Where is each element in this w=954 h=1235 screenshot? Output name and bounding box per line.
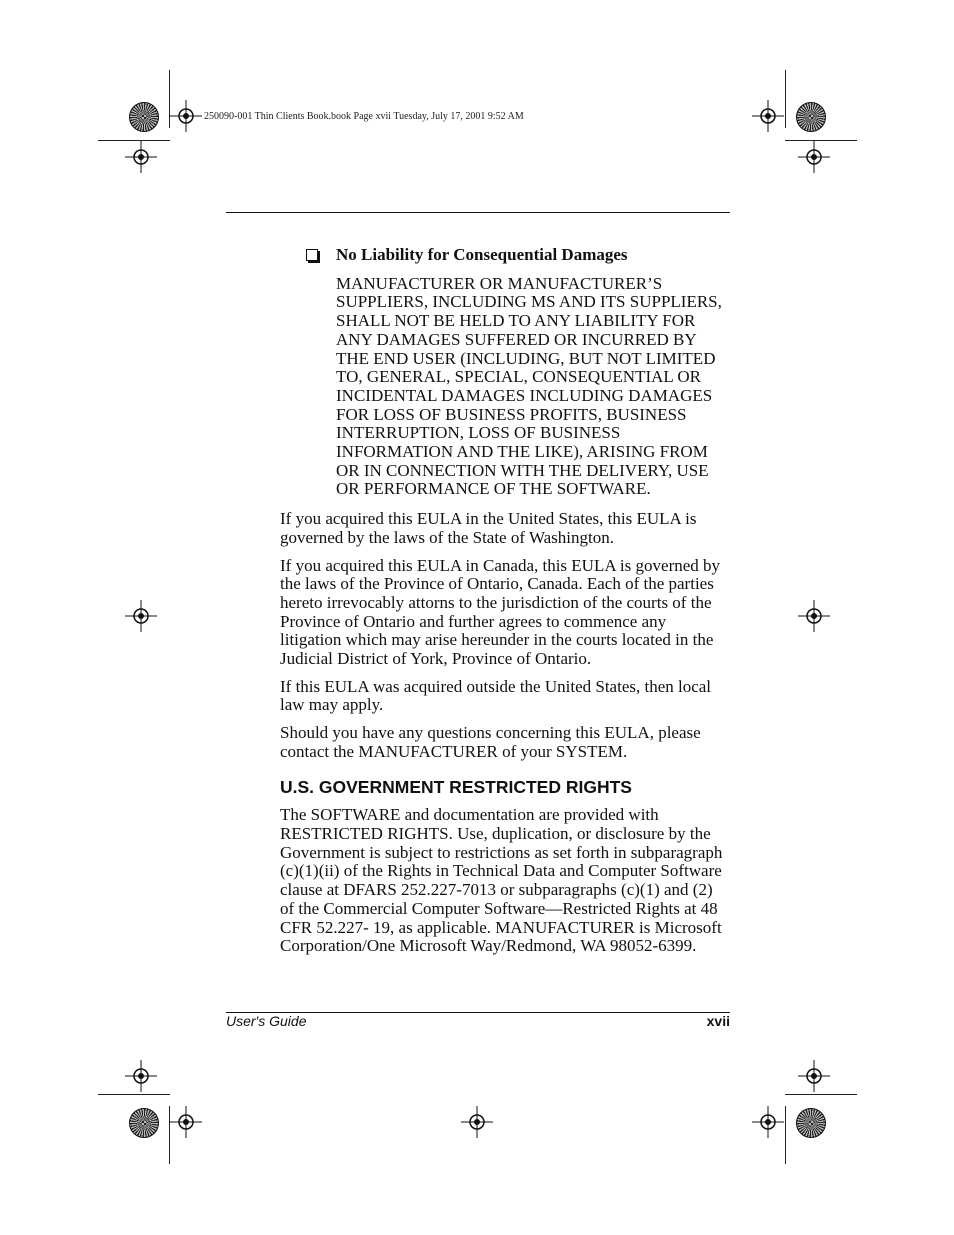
crop-mark	[785, 1106, 786, 1164]
crop-mark	[785, 70, 786, 128]
crop-mark	[785, 1094, 857, 1095]
page-body	[280, 246, 730, 956]
registration-mark-icon	[170, 100, 202, 132]
page-number: xvii	[706, 1013, 730, 1029]
paragraph-outside-us: If this EULA was acquired outside the United States, then local law may apply.	[280, 676, 712, 715]
registration-mark-icon	[752, 1106, 784, 1138]
bullet-heading	[336, 246, 730, 265]
registration-mark-icon	[752, 100, 784, 132]
registration-mark-icon	[798, 1060, 830, 1092]
paragraph-canada: If you acquired this EULA in Canada, this EULA is governed by the laws of the Province of Ontario, Canada. Each of the parties hereto irrevocably attorns to the jurisdiction of the courts of the Province of Ontario and further agrees to commence any litigation which may arise hereunder in the courts located in the Judicial District of York, Province of Ontario.	[280, 555, 721, 669]
color-rosette-icon	[796, 102, 826, 132]
print-slug: 250090-001 Thin Clients Book.book Page xvii Tuesday, July 17, 2001 9:52 AM	[204, 111, 524, 122]
paragraph-washington: If you acquired this EULA in the United States, this EULA is governed by the laws of the State of Washington.	[280, 509, 697, 547]
registration-mark-icon	[125, 600, 157, 632]
registration-mark-icon	[798, 600, 830, 632]
liability-clause: MANUFACTURER OR MANUFACTURER’S SUPPLIERS, INCLUDING MS AND ITS SUPPLIERS, SHALL NOT BE HELD TO ANY LIABILITY FOR ANY DAMAGES SUFFERED OR INCURRED BY THE END USER (INCLUDING, BUT NOT LIMITED TO, GENERAL, SPECIAL, CONSEQUENTIAL OR INCIDENTAL DAMAGES INCLUDING DAMAGES FOR LOSS OF BUSINESS PROFITS, BUSINESS INTERRUPTION, LOSS OF BUSINESS INFORMATION AND THE LIKE), ARISING FROM OR IN CONNECTION WITH THE DELIVERY, USE OR PERFORMANCE OF THE SOFTWARE.	[336, 273, 722, 499]
registration-mark-icon	[125, 141, 157, 173]
color-rosette-icon	[796, 1108, 826, 1138]
crop-mark	[98, 1094, 170, 1095]
restricted-rights-text: The SOFTWARE and documentation are provided with RESTRICTED RIGHTS. Use, duplication, or disclosure by the Government is subject to restrictions as set forth in subparagraph (c)(1)(ii) of the Rights in Technical Data and Computer Software clause at DFARS 252.227-7013 or subparagraphs (c)(1) and (2) of the Commercial Computer Software—Restricted Rights at 48 CFR 52.227- 19, as applicable. MANUFACTURER is Microsoft Corporation/One Microsoft Way/Redmond, WA 98052-6399.	[280, 805, 723, 956]
color-rosette-icon	[129, 102, 159, 132]
checkbox-bullet-icon	[306, 249, 318, 261]
registration-mark-icon	[170, 1106, 202, 1138]
bullet-heading-text: No Liability for Consequential Damages	[336, 245, 628, 264]
section-heading: U.S. GOVERNMENT RESTRICTED RIGHTS	[280, 776, 632, 797]
header-rule	[226, 212, 730, 213]
registration-mark-icon	[461, 1106, 493, 1138]
footer-title: User's Guide	[226, 1013, 307, 1029]
registration-mark-icon	[125, 1060, 157, 1092]
registration-mark-icon	[798, 141, 830, 173]
paragraph-contact: Should you have any questions concerning this EULA, please contact the MANUFACTURER of your SYSTEM.	[280, 723, 701, 761]
color-rosette-icon	[129, 1108, 159, 1138]
